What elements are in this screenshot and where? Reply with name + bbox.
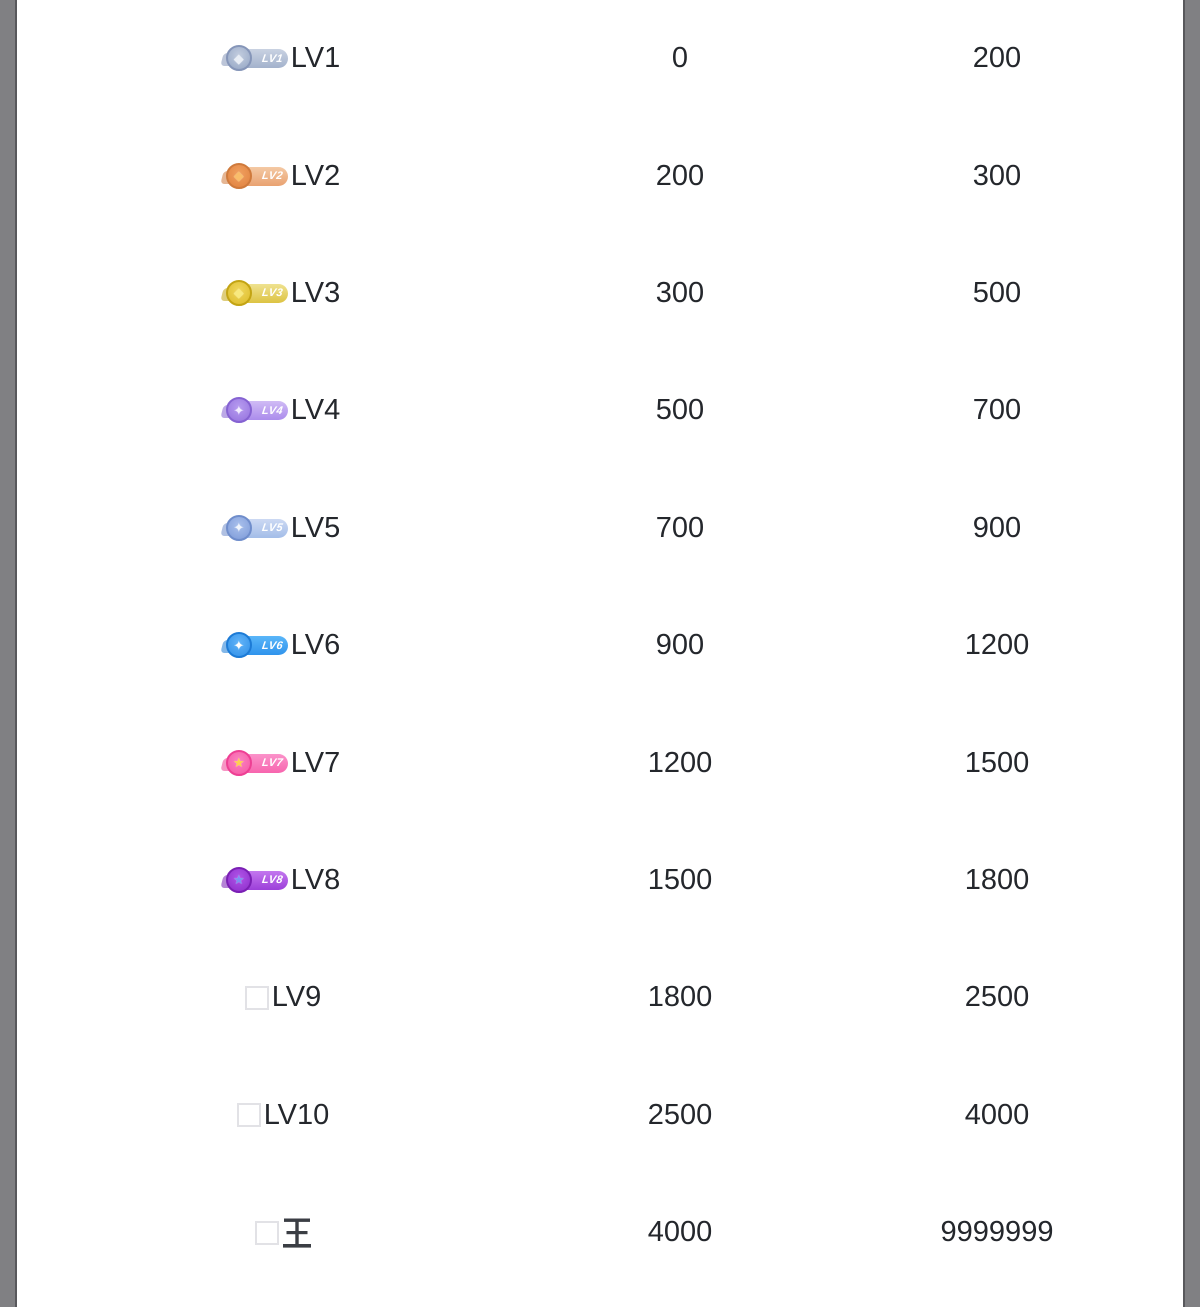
badge-lv3-icon bbox=[226, 280, 288, 307]
badge-pill-label: LV8 bbox=[260, 874, 284, 887]
level-label: LV9 bbox=[271, 981, 322, 1014]
level-label: LV4 bbox=[290, 394, 341, 427]
badge-medal bbox=[226, 515, 252, 541]
badge-slot bbox=[226, 397, 291, 424]
exp-max-cell: 500 bbox=[972, 276, 1022, 309]
table-row bbox=[17, 470, 1183, 587]
table-row bbox=[17, 1057, 1183, 1174]
exp-max-cell: 9999999 bbox=[940, 1216, 1054, 1249]
badge-pill-label: LV2 bbox=[260, 169, 284, 182]
level-cell bbox=[17, 511, 549, 544]
left-gutter bbox=[0, 0, 17, 1307]
gem-icon: ✦ bbox=[233, 402, 245, 418]
badge-slot bbox=[237, 1103, 264, 1127]
level-cell bbox=[17, 983, 549, 1012]
exp-min-cell: 1200 bbox=[647, 746, 713, 779]
badge-lv5-icon bbox=[226, 515, 288, 542]
level-label: LV5 bbox=[290, 511, 341, 544]
exp-min-cell: 200 bbox=[655, 159, 705, 192]
table-row bbox=[17, 0, 1183, 117]
level-label: LV3 bbox=[290, 276, 341, 309]
exp-min-cell: 700 bbox=[655, 511, 705, 544]
exp-min-cell: 1800 bbox=[647, 981, 713, 1014]
badge-medal bbox=[226, 163, 252, 189]
badge-slot bbox=[255, 1221, 282, 1245]
exp-max-cell: 700 bbox=[972, 394, 1022, 427]
level-cell bbox=[17, 1098, 549, 1131]
exp-max-cell: 900 bbox=[972, 511, 1022, 544]
king-character-glyph bbox=[282, 1217, 312, 1249]
exp-max-cell: 1800 bbox=[964, 863, 1030, 896]
exp-max-cell: 1500 bbox=[964, 746, 1030, 779]
level-label: LV8 bbox=[290, 863, 341, 896]
badge-pill-label: LV5 bbox=[260, 522, 284, 535]
table-row bbox=[17, 1174, 1183, 1291]
badge-slot bbox=[226, 515, 291, 542]
table-row bbox=[17, 587, 1183, 704]
exp-max-cell: 1200 bbox=[964, 629, 1030, 662]
badge-medal bbox=[226, 632, 252, 658]
level-label: LV2 bbox=[290, 159, 341, 192]
broken-image-placeholder bbox=[237, 1103, 261, 1127]
level-label: LV10 bbox=[263, 1098, 330, 1131]
gem-icon: ★ bbox=[232, 755, 245, 771]
level-cell bbox=[17, 631, 549, 660]
gem-icon: ✦ bbox=[233, 520, 245, 536]
exp-min-cell: 1500 bbox=[647, 863, 713, 896]
badge-slot bbox=[226, 750, 291, 777]
badge-slot bbox=[226, 163, 291, 190]
level-cell bbox=[17, 276, 549, 309]
level-cell bbox=[17, 44, 549, 73]
gem-icon: ◆ bbox=[233, 285, 244, 301]
badge-lv2-icon bbox=[226, 163, 288, 190]
exp-min-cell: 500 bbox=[655, 394, 705, 427]
badge-medal bbox=[226, 867, 252, 893]
table-row bbox=[17, 704, 1183, 821]
level-cell bbox=[17, 863, 549, 896]
badge-lv1-icon bbox=[226, 45, 288, 72]
exp-min-cell: 900 bbox=[655, 629, 705, 662]
right-gutter bbox=[1183, 0, 1200, 1307]
badge-lv7-icon bbox=[226, 750, 288, 777]
exp-min-cell: 0 bbox=[671, 42, 689, 75]
badge-lv6-icon bbox=[226, 632, 288, 659]
badge-slot bbox=[226, 280, 291, 307]
badge-pill-label: LV6 bbox=[260, 639, 284, 652]
badge-slot bbox=[226, 632, 291, 659]
level-cell bbox=[17, 396, 549, 425]
badge-pill-label: LV7 bbox=[260, 756, 284, 769]
level-cell bbox=[17, 159, 549, 192]
exp-max-cell: 2500 bbox=[964, 981, 1030, 1014]
badge-pill-label: LV4 bbox=[260, 404, 284, 417]
exp-min-cell: 4000 bbox=[647, 1216, 713, 1249]
badge-slot bbox=[226, 867, 291, 894]
badge-pill-label: LV1 bbox=[260, 52, 284, 65]
badge-lv4-icon bbox=[226, 397, 288, 424]
badge-medal bbox=[226, 45, 252, 71]
badge-slot bbox=[226, 45, 291, 72]
badge-pill-label: LV3 bbox=[260, 287, 284, 300]
table-row bbox=[17, 117, 1183, 234]
badge-medal bbox=[226, 280, 252, 306]
table-row bbox=[17, 822, 1183, 939]
gem-icon: ✦ bbox=[233, 637, 245, 653]
level-cell bbox=[17, 1217, 549, 1249]
exp-max-cell: 300 bbox=[972, 159, 1022, 192]
table-row bbox=[17, 235, 1183, 352]
gem-icon: ◆ bbox=[233, 168, 244, 184]
exp-max-cell: 200 bbox=[972, 42, 1022, 75]
level-table bbox=[17, 0, 1183, 1307]
table-row bbox=[17, 939, 1183, 1056]
level-label: LV6 bbox=[290, 629, 341, 662]
badge-lv8-icon bbox=[226, 867, 288, 894]
gem-icon: ★ bbox=[232, 872, 245, 888]
level-label: LV7 bbox=[290, 746, 341, 779]
badge-medal bbox=[226, 397, 252, 423]
level-cell bbox=[17, 746, 549, 779]
table-row bbox=[17, 352, 1183, 469]
exp-max-cell: 4000 bbox=[964, 1098, 1030, 1131]
gem-icon: ◆ bbox=[233, 50, 244, 66]
badge-slot bbox=[245, 986, 272, 1010]
exp-min-cell: 300 bbox=[655, 276, 705, 309]
broken-image-placeholder bbox=[245, 986, 269, 1010]
king-character-glyph bbox=[282, 1217, 312, 1249]
broken-image-placeholder bbox=[255, 1221, 279, 1245]
badge-medal bbox=[226, 750, 252, 776]
exp-min-cell: 2500 bbox=[647, 1098, 713, 1131]
level-label: LV1 bbox=[290, 42, 341, 75]
